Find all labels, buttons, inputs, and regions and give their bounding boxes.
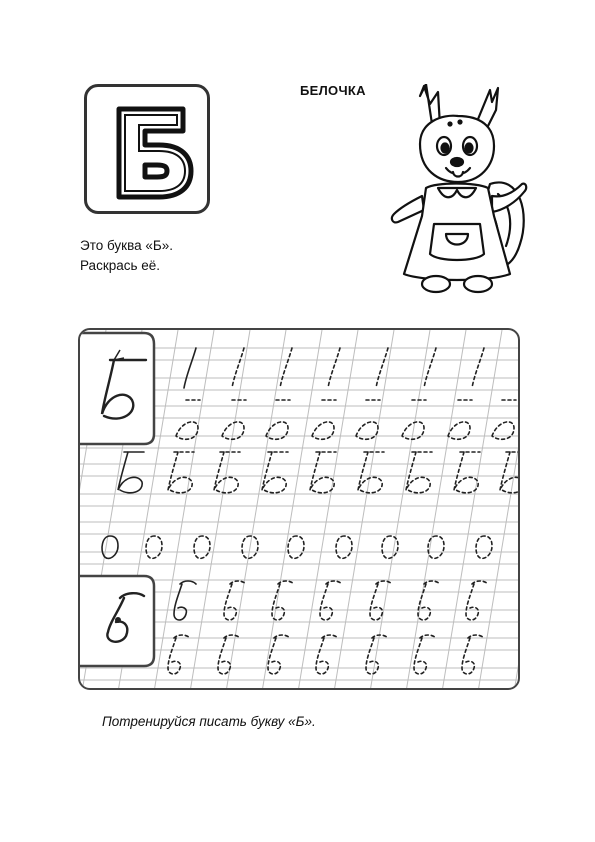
- practice-lower-letter: [370, 581, 392, 620]
- slant-line: [262, 330, 322, 690]
- practice-lower-letter: [224, 581, 246, 620]
- practice-stroke: [184, 348, 196, 388]
- practice-ring: [194, 536, 210, 558]
- practice-stroke: [328, 348, 340, 388]
- footer-caption: Потренируйся писать букву «Б».: [102, 714, 316, 729]
- practice-upper-letter: [214, 452, 240, 493]
- illustration-word: БЕЛОЧКА: [300, 83, 366, 98]
- intro-text: [80, 236, 173, 276]
- slant-line: [190, 330, 250, 690]
- practice-upper-letter: [262, 452, 288, 493]
- upper-model-box: [80, 333, 154, 444]
- practice-guide-lines: [80, 330, 520, 690]
- printed-letter-box: [84, 84, 210, 214]
- practice-stroke: [472, 348, 484, 388]
- practice-ring: [336, 536, 352, 558]
- intro-line-2: Раскрась её.: [80, 258, 161, 273]
- practice-upper-letter: [118, 452, 144, 493]
- practice-stroke: [232, 348, 244, 388]
- practice-stroke: [376, 348, 388, 388]
- outlined-letter-b-icon: [87, 87, 213, 217]
- start-dot: [115, 617, 121, 623]
- practice-ring: [288, 536, 304, 558]
- practice-lower-letter: [174, 581, 196, 620]
- squirrel-in-apron-icon: [380, 84, 530, 309]
- handwriting-practice-sheet: [78, 328, 520, 690]
- practice-ring: [146, 536, 162, 558]
- slant-line: [406, 330, 466, 690]
- intro-line-1: Это буква «Б».: [80, 238, 173, 253]
- slant-line: [478, 330, 520, 690]
- practice-lower-letter: [320, 581, 342, 620]
- slant-line: [370, 330, 430, 690]
- practice-upper-letter: [358, 452, 384, 493]
- slant-line: [514, 330, 520, 690]
- practice-ring: [476, 536, 492, 558]
- practice-lower-letter: [466, 581, 488, 620]
- slant-line: [154, 330, 214, 690]
- practice-upper-letter: [406, 452, 432, 493]
